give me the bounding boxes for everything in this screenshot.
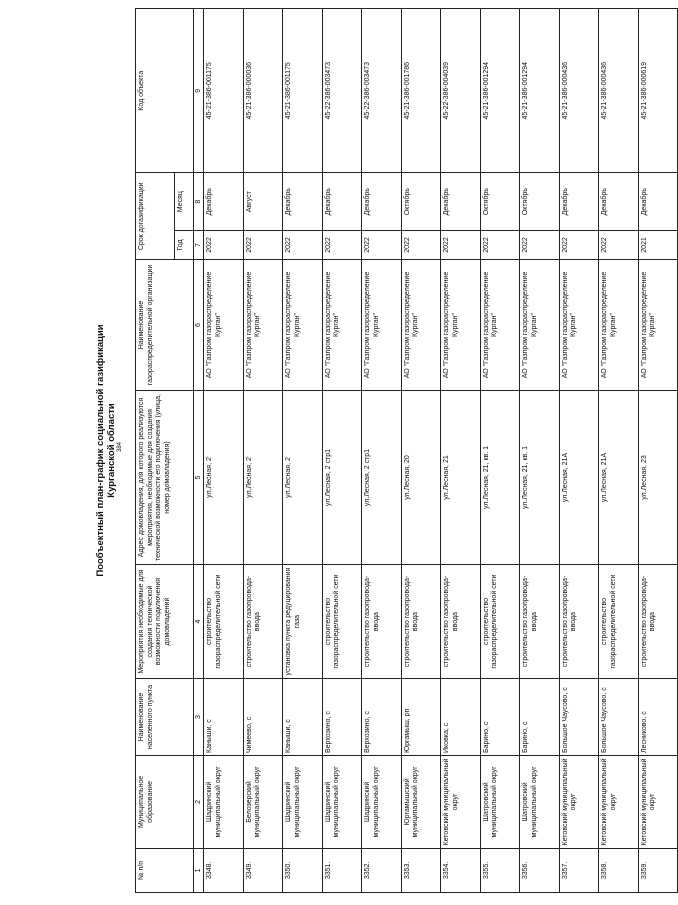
cell-measures: установка пункта редуцирования газа <box>283 565 323 679</box>
cell-org: АО "Газпром газораспределение Курган" <box>322 260 362 391</box>
cell-settlement: Барино, с <box>520 679 560 756</box>
cell-no: 3358. <box>599 848 639 892</box>
cell-org: АО "Газпром газораспределение Курган" <box>401 260 441 391</box>
col-number: 5 <box>194 390 204 564</box>
header-settlement: Наименование населенного пункта <box>136 679 194 756</box>
cell-settlement: Чимеево, с <box>243 679 283 756</box>
col-number: 9 <box>194 9 204 173</box>
cell-address: ул.Лесная, 2 стр1 <box>362 390 402 564</box>
cell-code: 45-21-386-001175 <box>283 9 323 173</box>
table-row <box>599 9 639 893</box>
cell-municipality: Белозерский муниципальный округ <box>243 756 283 849</box>
cell-no: 3353. <box>401 848 441 892</box>
cell-measures: строительство газораспределительной сети <box>204 565 244 679</box>
title-line-2: Курганской области <box>106 403 117 498</box>
cell-org: АО "Газпром газораспределение Курган" <box>283 260 323 391</box>
cell-year: 2022 <box>362 230 402 259</box>
header-no: № п/п <box>136 848 194 892</box>
cell-code: 45-21-386-001175 <box>204 9 244 173</box>
cell-code: 45-22-386-003473 <box>322 9 362 173</box>
cell-settlement: Каныши, с <box>204 679 244 756</box>
cell-no: 3357. <box>559 848 599 892</box>
cell-no: 3349. <box>243 848 283 892</box>
rotated-page <box>95 8 656 893</box>
cell-code: 45-21-386-000036 <box>243 9 283 173</box>
cell-org: АО "Газпром газораспределение Курган" <box>520 260 560 391</box>
cell-measures: строительство газораспределительной сети <box>480 565 520 679</box>
cell-no: 3354. <box>441 848 481 892</box>
col-number: 7 <box>194 230 204 259</box>
cell-code: 45-21-386-000436 <box>559 9 599 173</box>
cell-address: ул.Лесная, 20 <box>401 390 441 564</box>
col-number: 2 <box>194 756 204 849</box>
cell-code: 45-21-386-001786 <box>401 9 441 173</box>
cell-measures: строительство газопровода-ввода <box>520 565 560 679</box>
cell-address: ул.Лесная, 21, кв. 1 <box>520 390 560 564</box>
cell-month: Декабрь <box>441 173 481 230</box>
cell-year: 2022 <box>401 230 441 259</box>
cell-year: 2022 <box>322 230 362 259</box>
cell-measures: строительство газопровода-ввода <box>559 565 599 679</box>
cell-no: 3356. <box>520 848 560 892</box>
header-month: Месяц <box>175 173 194 230</box>
cell-municipality: Кетовский муниципальный округ <box>441 756 481 849</box>
column-numbers-row <box>194 9 204 893</box>
schedule-table <box>135 8 678 893</box>
header-term: Срок догазификации <box>136 173 175 260</box>
cell-month: Декабрь <box>638 173 678 230</box>
header-org: Наименование газораспределительной организации <box>136 260 194 391</box>
cell-settlement: Большое Чаусово, с <box>599 679 639 756</box>
title-line-1: Пообъектный план-график социальной газификации <box>95 324 106 577</box>
col-number: 3 <box>194 679 204 756</box>
cell-municipality: Шатровский муниципальный округ <box>520 756 560 849</box>
cell-code: 45-21-386-000436 <box>599 9 639 173</box>
cell-org: АО "Газпром газораспределение Курган" <box>243 260 283 391</box>
cell-month: Декабрь <box>204 173 244 230</box>
cell-month: Октябрь <box>520 173 560 230</box>
cell-municipality: Юргамышский муниципальный округ <box>401 756 441 849</box>
cell-municipality: Шадринский муниципальный округ <box>362 756 402 849</box>
cell-settlement: Верхозино, с <box>322 679 362 756</box>
cell-year: 2022 <box>599 230 639 259</box>
cell-no: 3351. <box>322 848 362 892</box>
col-number: 1 <box>194 848 204 892</box>
cell-settlement: Лесниково, с <box>638 679 678 756</box>
cell-no: 3352. <box>362 848 402 892</box>
table-row <box>520 9 560 893</box>
cell-org: АО "Газпром газораспределение Курган" <box>204 260 244 391</box>
cell-measures: строительство газопровода-ввода <box>401 565 441 679</box>
cell-no: 3348. <box>204 848 244 892</box>
cell-measures: строительство газопровода-ввода <box>362 565 402 679</box>
cell-measures: строительство газопровода-ввода <box>243 565 283 679</box>
cell-year: 2022 <box>480 230 520 259</box>
cell-org: АО "Газпром газораспределение Курган" <box>599 260 639 391</box>
cell-measures: строительство газопровода-ввода <box>638 565 678 679</box>
cell-municipality: Шатровский муниципальный округ <box>480 756 520 849</box>
cell-measures: строительство газораспределительной сети <box>322 565 362 679</box>
cell-municipality: Кетовский муниципальный округ <box>599 756 639 849</box>
cell-year: 2022 <box>559 230 599 259</box>
cell-address: ул.Лесная, 2 <box>243 390 283 564</box>
cell-municipality: Кетовский муниципальный округ <box>638 756 678 849</box>
cell-address: ул.Лесная, 2 <box>204 390 244 564</box>
cell-address: ул.Лесная, 2 стр1 <box>322 390 362 564</box>
cell-month: Декабрь <box>322 173 362 230</box>
cell-settlement: Каныши, с <box>283 679 323 756</box>
cell-code: 45-22-386-004039 <box>441 9 481 173</box>
cell-municipality: Шадринский муниципальный округ <box>322 756 362 849</box>
cell-address: ул.Лесная, 23 <box>638 390 678 564</box>
table-row <box>441 9 481 893</box>
cell-org: АО "Газпром газораспределение Курган" <box>559 260 599 391</box>
table-row <box>362 9 402 893</box>
table-row <box>559 9 599 893</box>
cell-org: АО "Газпром газораспределение Курган" <box>480 260 520 391</box>
cell-settlement: Барино, с <box>480 679 520 756</box>
cell-measures: строительство газопровода-ввода <box>441 565 481 679</box>
cell-year: 2022 <box>204 230 244 259</box>
cell-municipality: Шадринский муниципальный округ <box>204 756 244 849</box>
cell-org: АО "Газпром газораспределение Курган" <box>638 260 678 391</box>
cell-org: АО "Газпром газораспределение Курган" <box>362 260 402 391</box>
page-number: 384 <box>117 441 123 452</box>
table-row <box>322 9 362 893</box>
cell-month: Октябрь <box>480 173 520 230</box>
cell-address: ул.Лесная, 21 <box>441 390 481 564</box>
cell-org: АО "Газпром газораспределение Курган" <box>441 260 481 391</box>
cell-municipality: Шадринский муниципальный округ <box>283 756 323 849</box>
cell-code: 45-21-386-001294 <box>520 9 560 173</box>
header-code: Код объекта <box>136 9 194 173</box>
header-municipality: Муниципальное образование <box>136 756 194 849</box>
table-row <box>401 9 441 893</box>
cell-month: Октябрь <box>401 173 441 230</box>
page-title <box>95 8 117 893</box>
table-row <box>638 9 678 893</box>
cell-settlement: Юргамыш, рп <box>401 679 441 756</box>
cell-settlement: Иковка, с <box>441 679 481 756</box>
table-row <box>283 9 323 893</box>
cell-year: 2021 <box>638 230 678 259</box>
cell-address: ул.Лесная, 21А <box>599 390 639 564</box>
col-number: 6 <box>194 260 204 391</box>
cell-address: ул.Лесная, 2 <box>283 390 323 564</box>
cell-year: 2022 <box>441 230 481 259</box>
cell-address: ул.Лесная, 21, кв. 1 <box>480 390 520 564</box>
table-row <box>204 9 244 893</box>
cell-month: Декабрь <box>599 173 639 230</box>
cell-code: 45-21-386-001294 <box>480 9 520 173</box>
cell-month: Декабрь <box>559 173 599 230</box>
table-row <box>480 9 520 893</box>
header-measures: Мероприятия необходимые для создания технической возможности подключения домовладений <box>136 565 194 679</box>
cell-year: 2022 <box>243 230 283 259</box>
schedule-table-wrapper <box>135 8 678 893</box>
cell-no: 3359. <box>638 848 678 892</box>
cell-year: 2022 <box>520 230 560 259</box>
col-number: 8 <box>194 173 204 230</box>
cell-month: Декабрь <box>283 173 323 230</box>
header-address: Адрес домовладения, для которого реализуются мероприятия, необходимые для создания технической возможности его подключения (улица, номер домовладения) <box>136 390 194 564</box>
cell-year: 2022 <box>283 230 323 259</box>
col-number: 4 <box>194 565 204 679</box>
cell-settlement: Верхозино, с <box>362 679 402 756</box>
cell-month: Август <box>243 173 283 230</box>
cell-code: 45-21-386-000619 <box>638 9 678 173</box>
cell-measures: строительство газораспределительной сети <box>599 565 639 679</box>
cell-no: 3350. <box>283 848 323 892</box>
cell-code: 45-22-386-003473 <box>362 9 402 173</box>
table-row <box>243 9 283 893</box>
cell-settlement: Большое Чаусово, с <box>559 679 599 756</box>
cell-municipality: Кетовский муниципальный округ <box>559 756 599 849</box>
cell-month: Декабрь <box>362 173 402 230</box>
cell-no: 3355. <box>480 848 520 892</box>
cell-address: ул.Лесная, 21А <box>559 390 599 564</box>
header-year: Год <box>175 230 194 259</box>
